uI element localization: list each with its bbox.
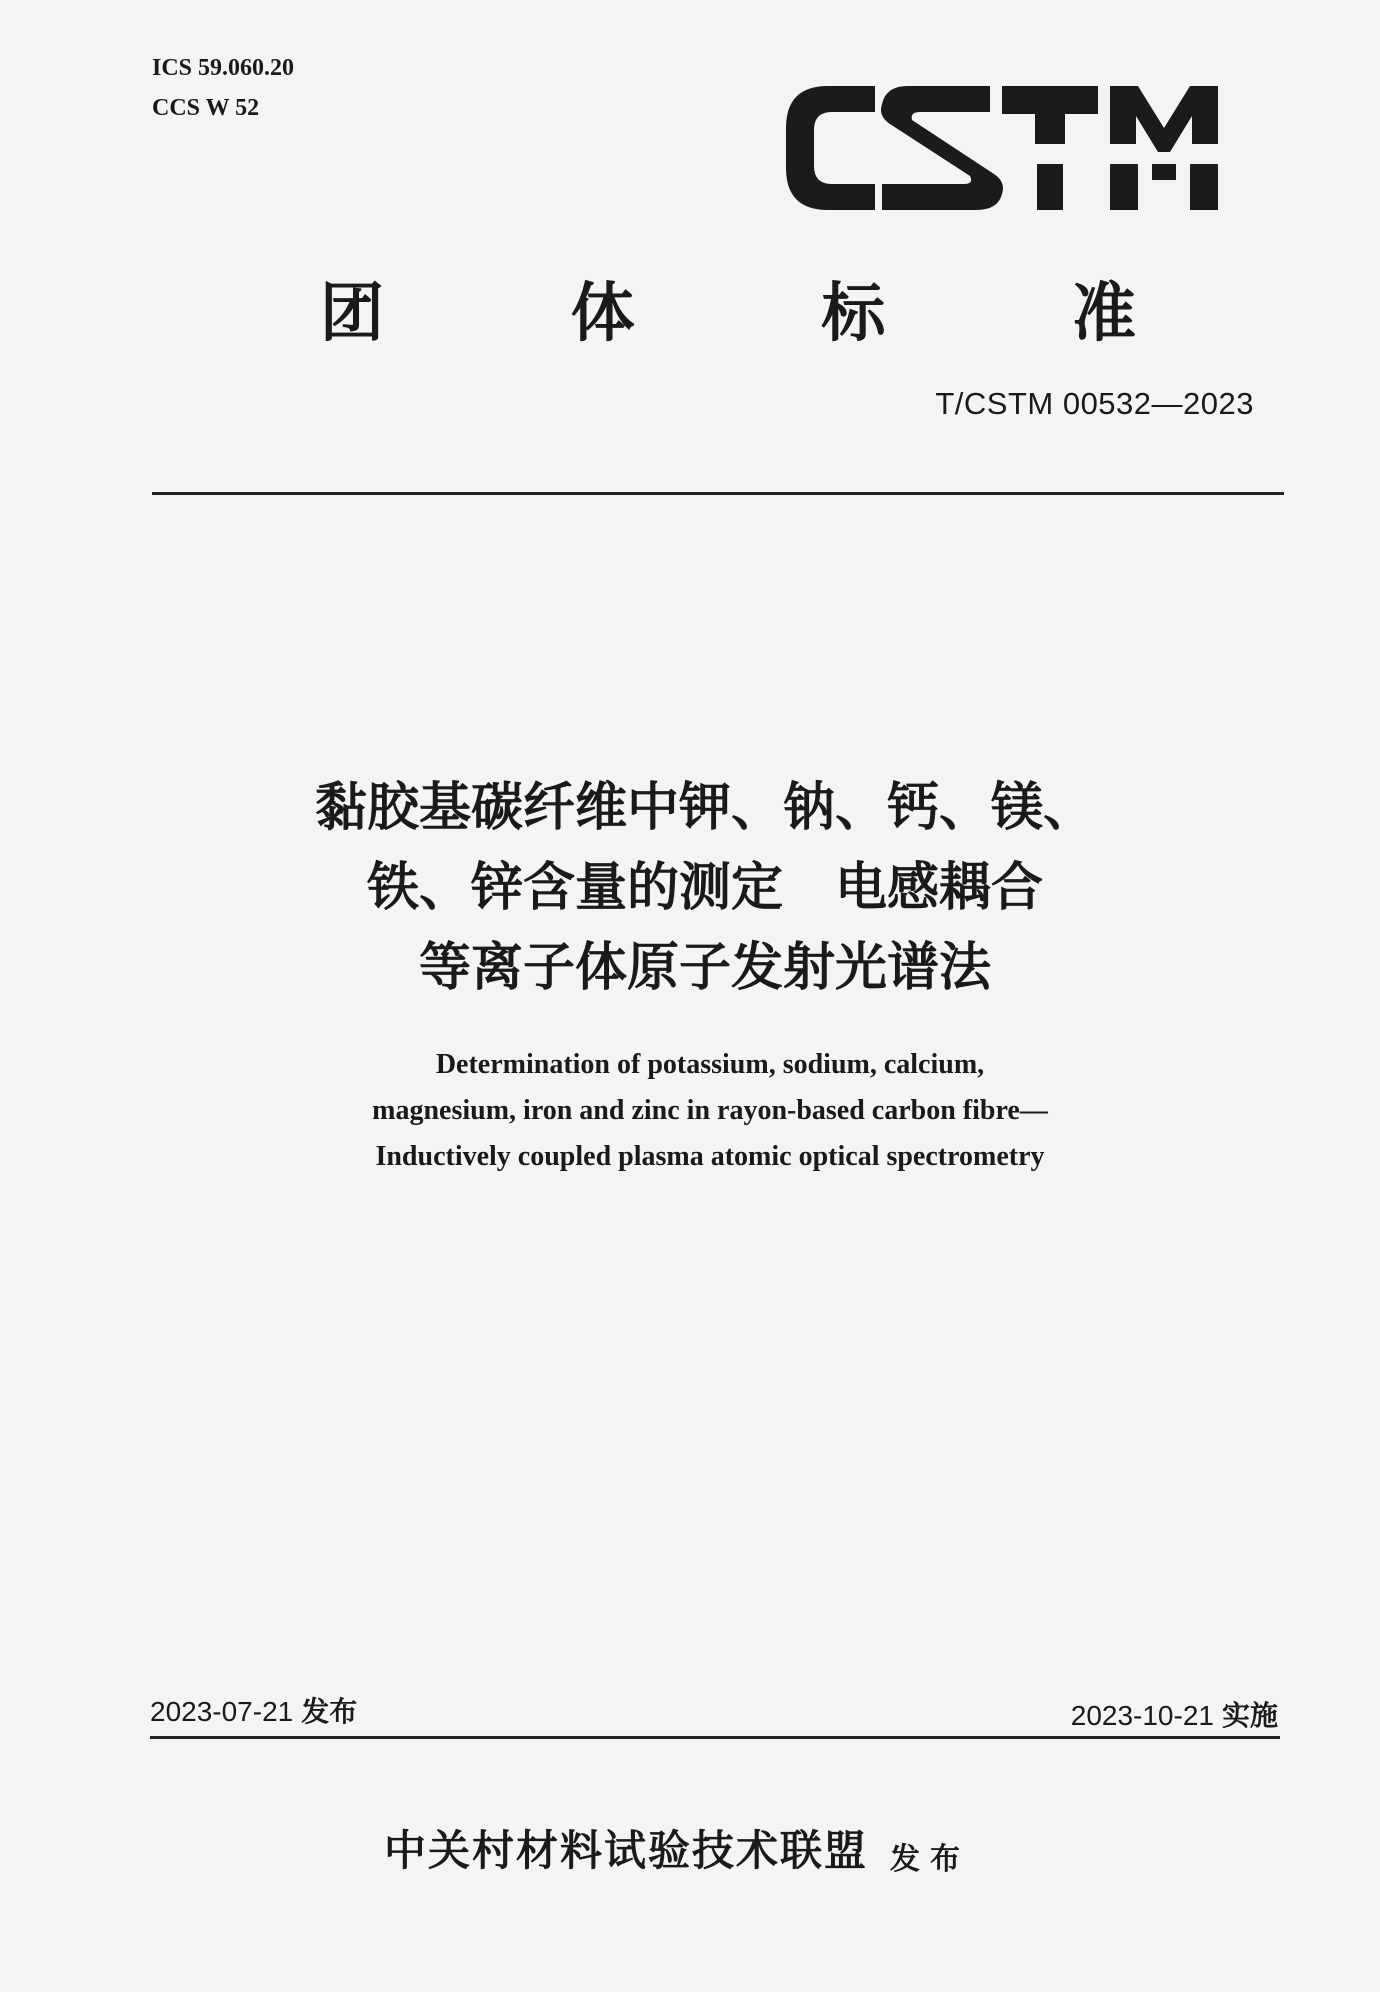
logo-letter-m <box>1110 86 1218 152</box>
standard-type-char: 准 <box>1071 277 1140 351</box>
issuer-name: 中关村材料试验技术联盟 <box>384 1826 869 1875</box>
english-title-line: Determination of potassium, sodium, calcium, <box>435 1049 985 1080</box>
standard-number: T/CSTM 00532—2023 <box>935 386 1254 421</box>
ics-code: ICS 59.060.20 <box>152 55 295 81</box>
issuer-label: 发布 <box>890 1842 971 1877</box>
standard-type <box>320 262 1140 354</box>
logo-letter-c <box>786 86 875 210</box>
english-title-line: magnesium, iron and zinc in rayon-based carbon fibre— <box>372 1095 1048 1126</box>
chinese-title <box>200 768 1210 1008</box>
ccs-code: CCS W 52 <box>152 95 260 121</box>
logo-letter-t-stem <box>1035 86 1065 144</box>
issue-date: 2023-07-21 <box>150 1696 294 1727</box>
chinese-title-line: 等离子体原子发射光谱法 <box>418 938 991 998</box>
logo-letter-t-foot <box>1037 164 1063 210</box>
date-row <box>150 1690 1278 1730</box>
implement-label: 实施 <box>1221 1699 1278 1732</box>
chinese-title-line: 铁、锌含量的测定 电感耦合 <box>366 858 1043 918</box>
classification-codes <box>152 48 294 128</box>
standard-type-char: 标 <box>821 277 890 351</box>
standard-type-char: 团 <box>320 277 388 351</box>
standard-type-char: 体 <box>570 277 639 351</box>
logo-letter-m-foot-mid <box>1152 164 1176 180</box>
english-title <box>230 1042 1190 1180</box>
logo-letter-s <box>881 86 1003 210</box>
issuer <box>384 1818 970 1878</box>
logo-letter-m-foot-left <box>1110 164 1138 210</box>
issue-label: 发布 <box>301 1695 358 1728</box>
chinese-title-line: 黏胶基碳纤维中钾、钠、钙、镁、 <box>314 778 1095 838</box>
implement-date: 2023-10-21 <box>1070 1700 1214 1731</box>
top-divider <box>152 492 1284 495</box>
logo-letter-m-foot-right <box>1190 164 1218 210</box>
implement-date-block <box>1071 1694 1278 1734</box>
cstm-logo <box>780 80 1230 215</box>
english-title-line: Inductively coupled plasma atomic optical spectrometry <box>375 1141 1045 1172</box>
bottom-divider <box>150 1736 1280 1739</box>
issue-date-block <box>150 1690 357 1730</box>
